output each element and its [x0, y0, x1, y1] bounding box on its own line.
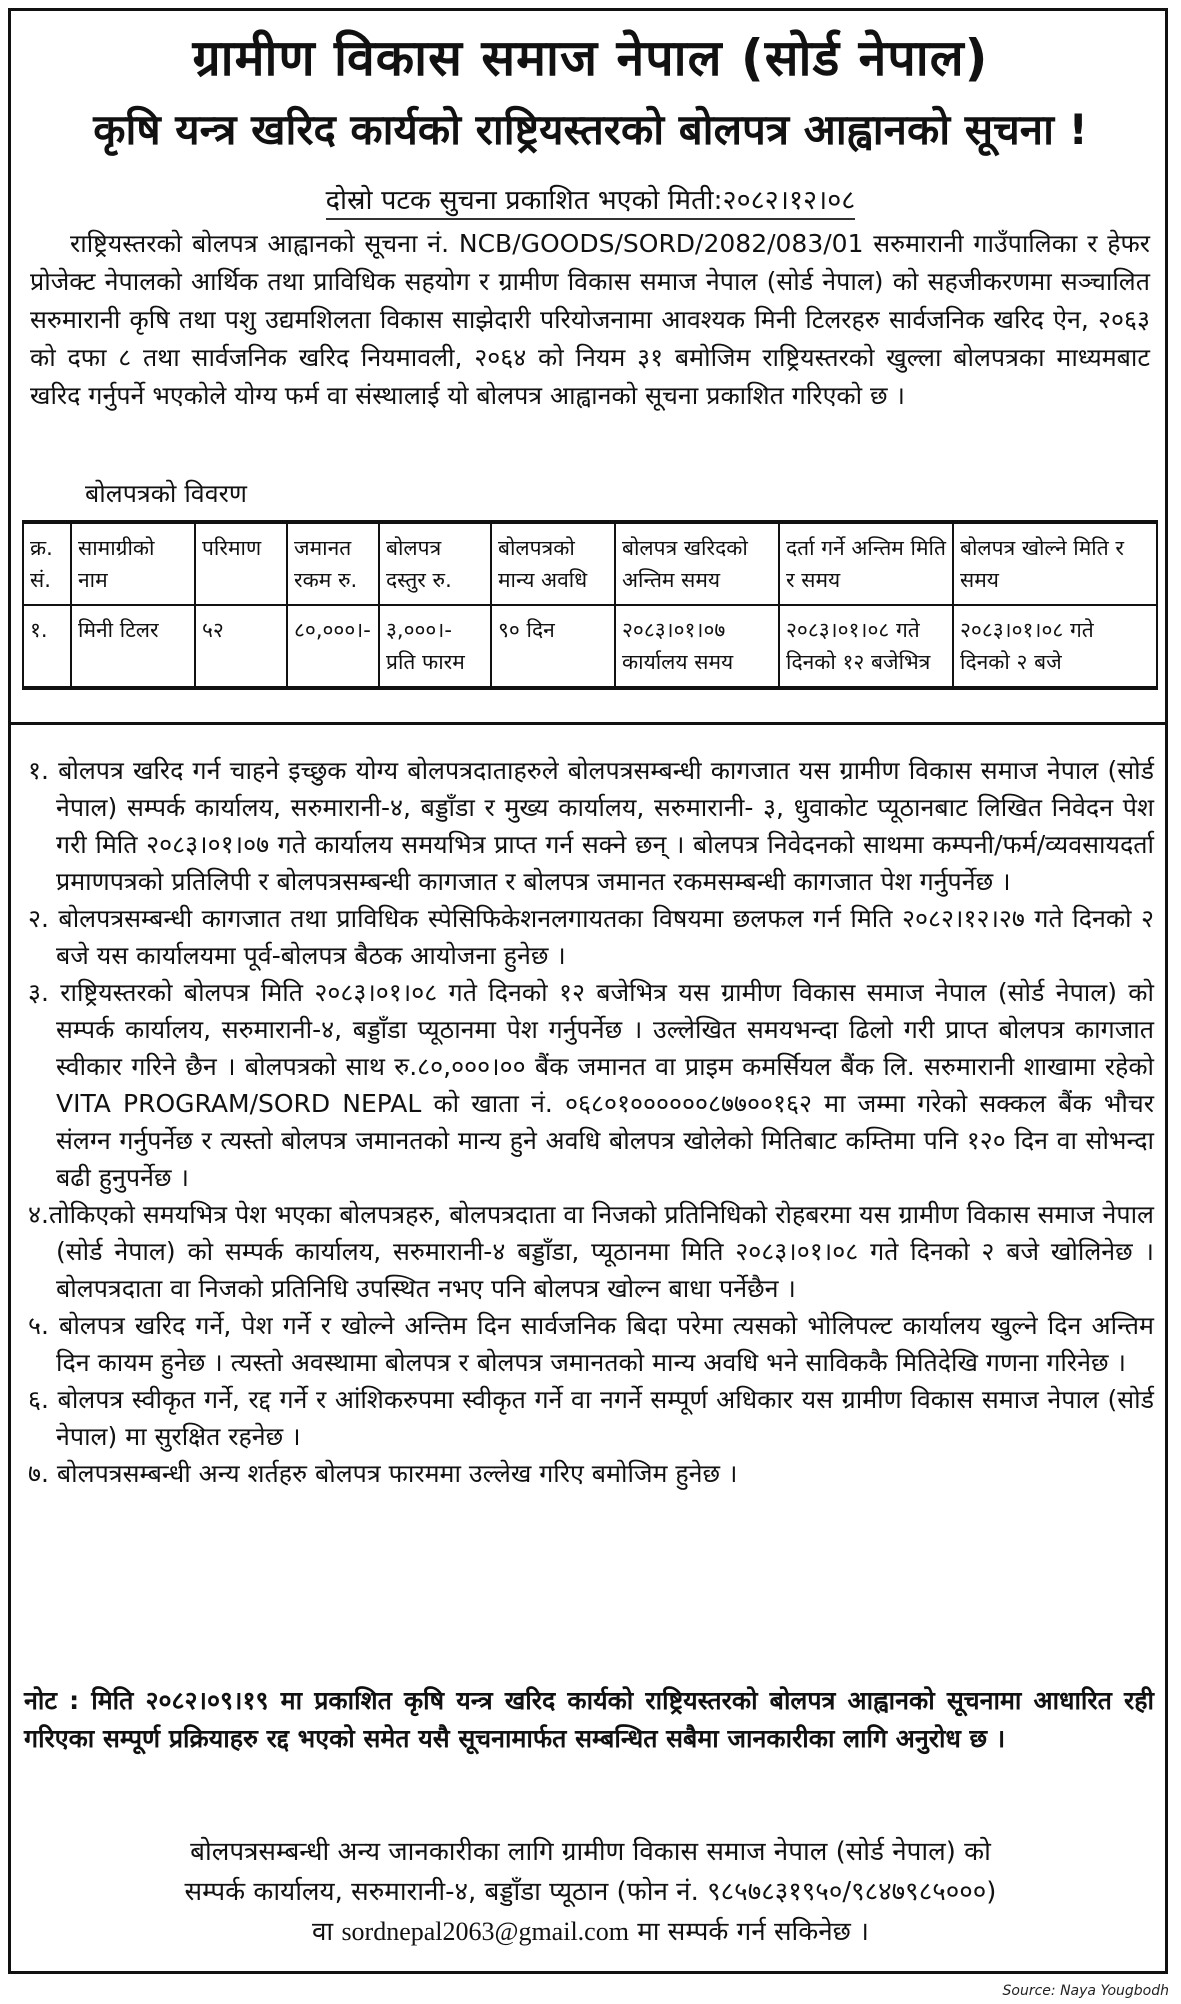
header-cell: बोलपत्रको मान्य अवधि — [491, 522, 615, 605]
table-row — [23, 605, 1157, 688]
cell: २०८३।०१।०८ गते दिनको १२ बजेभित्र — [779, 605, 953, 688]
footer-line — [0, 1912, 1181, 1952]
cell: १. — [23, 605, 71, 688]
header-cell: बोलपत्र खरिदको अन्तिम समय — [615, 522, 779, 605]
term-item: १. बोलपत्र खरिद गर्न चाहने इच्छुक योग्य बोलपत्रदाताहरुले बोलपत्रसम्बन्धी कागजात यस ग्रामीण विकास समाज नेपाल (सोर्ड नेपाल) सम्पर्क कार्यालय, सरुमारानी-४, बड्डाँडा र मुख्य कार्यालय, सरुमारानी- ३, धुवाकोट प्यूठानबाट लिखित निवेदन पेश गरी मिति २०८३।०१।०७ गते कार्यालय समयभित्र प्राप्त गर्न सक्ने छन् । बोलपत्र निवेदनको साथमा कम्पनी/फर्म/व्यवसायदर्ता प्रमाणपत्रको प्रतिलिपी र बोलपत्रसम्बन्धी कागजात र बोलपत्र जमानत रकमसम्बन्धी कागजात पेश गर्नुपर्नेछ । — [28, 756, 1154, 896]
footer-text: वा — [311, 1917, 342, 1947]
publish-date-text: दोस्रो पटक सुचना प्रकाशित भएको मिती:२०८२।१२।०८ — [326, 185, 856, 220]
term-item: ४.तोकिएको समयभित्र पेश भएका बोलपत्रहरु, बोलपत्रदाता वा निजको प्रतिनिधिको रोहबरमा यस ग्रामीण विकास समाज नेपाल (सोर्ड नेपाल) को सम्पर्क कार्यालय, सरुमारानी-४ बड्डाँडा, प्यूठानमा मिति २०८३।०१।०८ गते दिनको २ बजे खोलिनेछ । बोलपत्रदाता वा निजको प्रतिनिधि उपस्थित नभए पनि बोलपत्र खोल्न बाधा पर्नेछैन । — [28, 1200, 1154, 1303]
notice-title: कृषि यन्त्र खरिद कार्यको राष्ट्रियस्तरको बोलपत्र आह्वानको सूचना ! — [93, 105, 1088, 154]
contact-footer — [0, 1832, 1181, 1952]
cell: ५२ — [195, 605, 287, 688]
publish-date — [0, 180, 1181, 217]
header-cell: दर्ता गर्ने अन्तिम मिति र समय — [779, 522, 953, 605]
org-title: ग्रामीण विकास समाज नेपाल (सोर्ड नेपाल) — [192, 29, 989, 87]
table-caption: बोलपत्रको विवरण — [85, 479, 247, 508]
header-cell: क्र. सं. — [23, 522, 71, 605]
terms-list — [28, 752, 1154, 1492]
term-item: २. बोलपत्रसम्बन्धी कागजात तथा प्राविधिक स्पेसिफिकेशनलगायतका विषयमा छलफल गर्न मिति २०८२।१२।२७ गते दिनको २ बजे यस कार्यालयमा पूर्व-बोलपत्र बैठक आयोजना हुनेछ । — [28, 904, 1154, 970]
header-cell: बोलपत्र दस्तुर रु. — [379, 522, 491, 605]
footer-line: सम्पर्क कार्यालय, सरुमारानी-४, बड्डाँडा प्यूठान (फोन नं. ९८५७८३१९५०/९८४७९८५०००) — [184, 1877, 997, 1907]
table-header-row — [23, 522, 1157, 605]
term-item: ६. बोलपत्र स्वीकृत गर्ने, रद्द गर्ने र आंशिकरुपमा स्वीकृत गर्ने वा नगर्ने सम्पूर्ण अधिकार यस ग्रामीण विकास समाज नेपाल (सोर्ड नेपाल) मा सुरक्षित रहनेछ । — [28, 1385, 1154, 1451]
cell: ८०,०००।- — [287, 605, 379, 688]
intro-paragraph: राष्ट्रियस्तरको बोलपत्र आह्वानको सूचना नं. NCB/GOODS/SORD/2082/083/01 सरुमारानी गाउँपालिका र हेफर प्रोजेक्ट नेपालको आर्थिक तथा प्राविधिक सहयोग र ग्रामीण विकास समाज नेपाल (सोर्ड नेपाल) को सहजीकरणमा सञ्चालित सरुमारानी कृषि तथा पशु उद्यमशिलता विकास साझेदारी परियोजनामा आवश्यक मिनी टिलरहरु सार्वजनिक खरिद ऐन, २०६३ को दफा ८ तथा सार्वजनिक खरिद नियमावली, २०६४ को नियम ३१ बमोजिम राष्ट्रियस्तरको खुल्ला बोलपत्रका माध्यमबाट खरिद गर्नुपर्ने भएकोले योग्य फर्म वा संस्थालाई यो बोलपत्र आह्वानको सूचना प्रकाशित गरिएको छ । — [30, 229, 1150, 410]
header-cell: सामाग्रीको नाम — [71, 522, 195, 605]
cell: २०८३।०१।०८ गते दिनको २ बजे — [953, 605, 1157, 688]
note: नोट : मिति २०८२।०९।१९ मा प्रकाशित कृषि यन्त्र खरिद कार्यको राष्ट्रियस्तरको बोलपत्र आह्वानको सूचनामा आधारित रही गरिएका सम्पूर्ण प्रक्रियाहरु रद्द भएको समेत यसै सूचनामार्फत सम्बन्धित सबैमा जानकारीका लागि अनुरोध छ । — [24, 1686, 1154, 1753]
term-item: ७. बोलपत्रसम्बन्धी अन्य शर्तहरु बोलपत्र फारममा उल्लेख गरिए बमोजिम हुनेछ । — [28, 1459, 738, 1488]
header-cell: बोलपत्र खोल्ने मिति र समय — [953, 522, 1157, 605]
term-item: ३. राष्ट्रियस्तरको बोलपत्र मिति २०८३।०१।०८ गते दिनको १२ बजेभित्र यस ग्रामीण विकास समाज नेपाल (सोर्ड नेपाल) को सम्पर्क कार्यालय, सरुमारानी-४, बड्डाँडा प्यूठानमा पेश गर्नुपर्नेछ । उल्लेखित समयभन्दा ढिलो गरी प्राप्त बोलपत्र कागजात स्वीकार गरिने छैन । बोलपत्रको साथ रु.८०,०००।०० बैंक जमानत वा प्राइम कमर्सियल बैंक लि. सरुमारानी शाखामा रहेको VITA PROGRAM/SORD NEPAL को खाता नं. ०६८०१००००००८७७००१६२ मा जम्मा गरेको सक्कल बैंक भौचर संलग्न गर्नुपर्नेछ र त्यस्तो बोलपत्र जमानतको मान्य हुने अवधि बोलपत्र खोलेको मितिबाट कम्तिमा पनि १२० दिन वा सोभन्दा बढी हुनुपर्नेछ । — [28, 978, 1154, 1192]
cell: ३,०००।- प्रति फारम — [379, 605, 491, 688]
header-cell: जमानत रकम रु. — [287, 522, 379, 605]
cell: मिनी टिलर — [71, 605, 195, 688]
bid-details-table — [22, 520, 1158, 690]
cell: ९० दिन — [491, 605, 615, 688]
footer-line: बोलपत्रसम्बन्धी अन्य जानकारीका लागि ग्रामीण विकास समाज नेपाल (सोर्ड नेपाल) को — [190, 1837, 991, 1867]
header-cell: परिमाण — [195, 522, 287, 605]
source-credit: Source: Naya Yougbodh — [1002, 1983, 1169, 1999]
footer-text: मा सम्पर्क गर्न सकिनेछ । — [628, 1917, 870, 1947]
email-link[interactable]: sordnepal2063@gmail.com — [341, 1917, 629, 1946]
term-item: ५. बोलपत्र खरिद गर्ने, पेश गर्ने र खोल्ने अन्तिम दिन सार्वजनिक बिदा परेमा त्यसको भोलिपल्ट कार्यालय खुल्ने दिन अन्तिम दिन कायम हुनेछ । त्यस्तो अवस्थामा बोलपत्र र बोलपत्र जमानतको मान्य अवधि भने साविककै मितिदेखि गणना गरिनेछ । — [28, 1311, 1154, 1377]
divider — [8, 722, 1168, 725]
cell: २०८३।०१।०७ कार्यालय समय — [615, 605, 779, 688]
